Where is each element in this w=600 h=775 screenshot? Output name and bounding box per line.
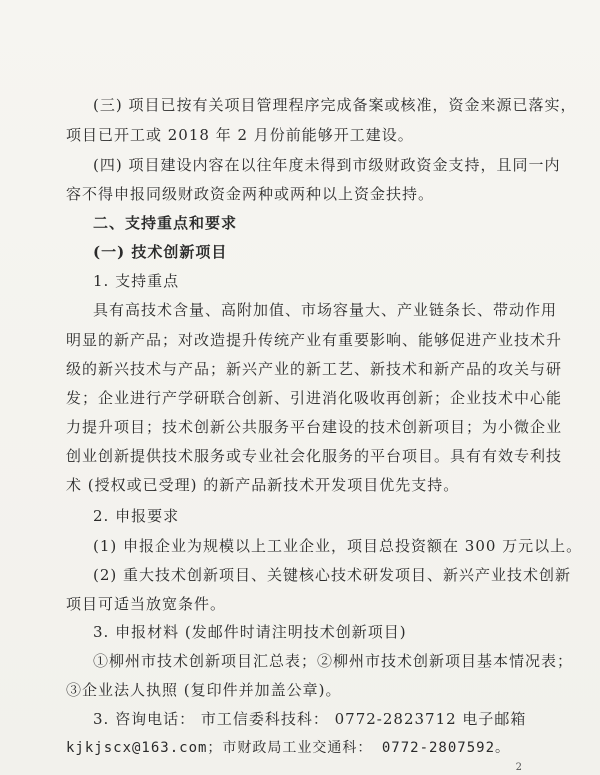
paragraph-line: ③企业法人执照 (复印件并加盖公章)。 xyxy=(66,681,342,699)
contact-line: 3. 咨询电话： 市工信委科技科： 0772-2823712 电子邮箱 xyxy=(93,710,527,728)
paragraph-line: 容不得申报同级财政资金两种或两种以上资金扶持。 xyxy=(66,185,435,203)
item-heading: 3. 申报材料 (发邮件时请注明技术创新项目) xyxy=(93,623,407,641)
section-heading: 二、支持重点和要求 xyxy=(93,214,238,232)
subsection-heading: (一) 技术创新项目 xyxy=(93,243,228,261)
paragraph-line: 项目可适当放宽条件。 xyxy=(66,595,227,613)
paragraph-line: 力提升项目；技术创新公共服务平台建设的技术创新项目；为小微企业 xyxy=(66,418,563,436)
paragraph-line: 发；企业进行产学研联合创新、引进消化吸收再创新；企业技术中心能 xyxy=(66,389,563,407)
paragraph-line: 项目已开工或 2018 年 2 月份前能够开工建设。 xyxy=(66,126,414,144)
item-heading: 2. 申报要求 xyxy=(93,507,180,525)
paragraph-line: (四) 项目建设内容在以往年度未得到市级财政资金支持，且同一内 xyxy=(93,156,561,174)
paragraph-line: 创业创新提供技术服务或专业社会化服务的平台项目。具有有效专利技 xyxy=(66,447,563,465)
paragraph-line: (1) 申报企业为规模以上工业企业，项目总投资额在 300 万元以上。 xyxy=(93,537,583,555)
paragraph-line: (2) 重大技术创新项目、关键核心技术研发项目、新兴产业技术创新 xyxy=(93,566,572,584)
paragraph-line: ①柳州市技术创新项目汇总表；②柳州市技术创新项目基本情况表； xyxy=(93,652,574,670)
paragraph-line: 术 (授权或已受理) 的新产品新技术开发项目优先支持。 xyxy=(66,476,460,494)
contact-line: kjkjscx@163.com；市财政局工业交通科： 0772-2807592。 xyxy=(66,740,511,756)
paragraph-line: 级的新兴技术与产品；新兴产业的新工艺、新技术和新产品的攻关与研 xyxy=(66,360,563,378)
paragraph-line: 明显的新产品；对改造提升传统产业有重要影响、能够促进产业技术升 xyxy=(66,331,563,349)
item-heading: 1. 支持重点 xyxy=(93,272,180,290)
paragraph-line: 具有高技术含量、高附加值、市场容量大、产业链条长、带动作用 xyxy=(93,301,558,319)
paragraph-line: (三) 项目已按有关项目管理程序完成备案或核准，资金来源已落实， xyxy=(93,96,577,114)
page-number: 2 xyxy=(515,762,522,773)
